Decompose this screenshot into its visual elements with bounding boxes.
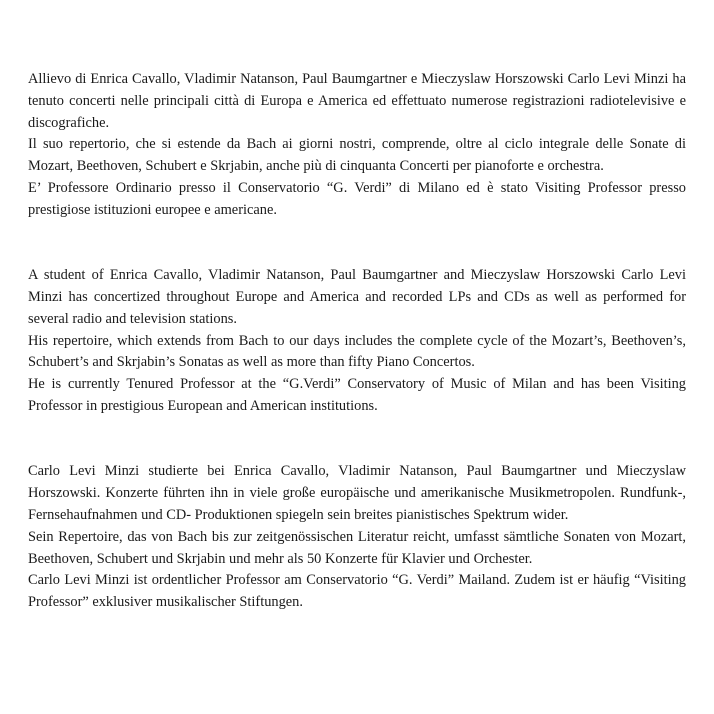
paragraph: Il suo repertorio, che si estende da Bach ai giorni nostri, comprende, oltre al ciclo integrale delle Sonate di Mozart, Beethoven, Schubert e Skrjabin, anche più di cinquanta Concerti per pianoforte e orchestra. [28, 136, 686, 175]
paragraph: E’ Professore Ordinario presso il Conservatorio “G. Verdi” di Milano ed è stato Visiting Professor presso prestigiose istituzioni europee e americane. [28, 179, 686, 218]
paragraph: Carlo Levi Minzi studierte bei Enrica Cavallo, Vladimir Natanson, Paul Baumgartner und Mieczyslaw Horszowski. Konzerte führten ihn in viele große europäische und amerikanische Musikmetropolen. Rundfunk-, Fernsehaufnahmen und CD- Produktionen spiegeln sein breites pianistisches Spektrum wider. [28, 463, 686, 523]
biography-german [28, 461, 686, 614]
paragraph: Carlo Levi Minzi ist ordentlicher Professor am Conservatorio “G. Verdi” Mailand. Zudem ist er häufig “Visiting Professor” exklusiver musikalischer Stiftungen. [28, 572, 686, 611]
paragraph: He is currently Tenured Professor at the “G.Verdi” Conservatory of Music of Milan and has been Visiting Professor in prestigious European and American institutions. [28, 376, 686, 414]
paragraph: Sein Repertoire, das von Bach bis zur zeitgenössischen Literatur reicht, umfasst sämtliche Sonaten von Mozart, Beethoven, Schubert und Skrjabin und mehr als 50 Konzerte für Klavier und Orchester. [28, 528, 686, 567]
biography-italian [28, 69, 686, 222]
biography-english [28, 265, 686, 418]
paragraph: A student of Enrica Cavallo, Vladimir Natanson, Paul Baumgartner and Mieczyslaw Horszowski Carlo Levi Minzi has concertized throughout Europe and America and recorded LPs and CDs as well as performed for several radio and television stations. [28, 267, 686, 327]
paragraph: His repertoire, which extends from Bach to our days includes the complete cycle of the Mozart’s, Beethoven’s, Schubert’s and Skrjabin’s Sonatas as well as more than fifty Piano Concertos. [28, 332, 686, 371]
paragraph: Allievo di Enrica Cavallo, Vladimir Natanson, Paul Baumgartner e Mieczyslaw Horszowski Carlo Levi Minzi ha tenuto concerti nelle principali città di Europa e America ed effettuato numerose registrazioni radiotelevisive e discografiche. [28, 71, 686, 131]
biography-page [28, 69, 686, 614]
